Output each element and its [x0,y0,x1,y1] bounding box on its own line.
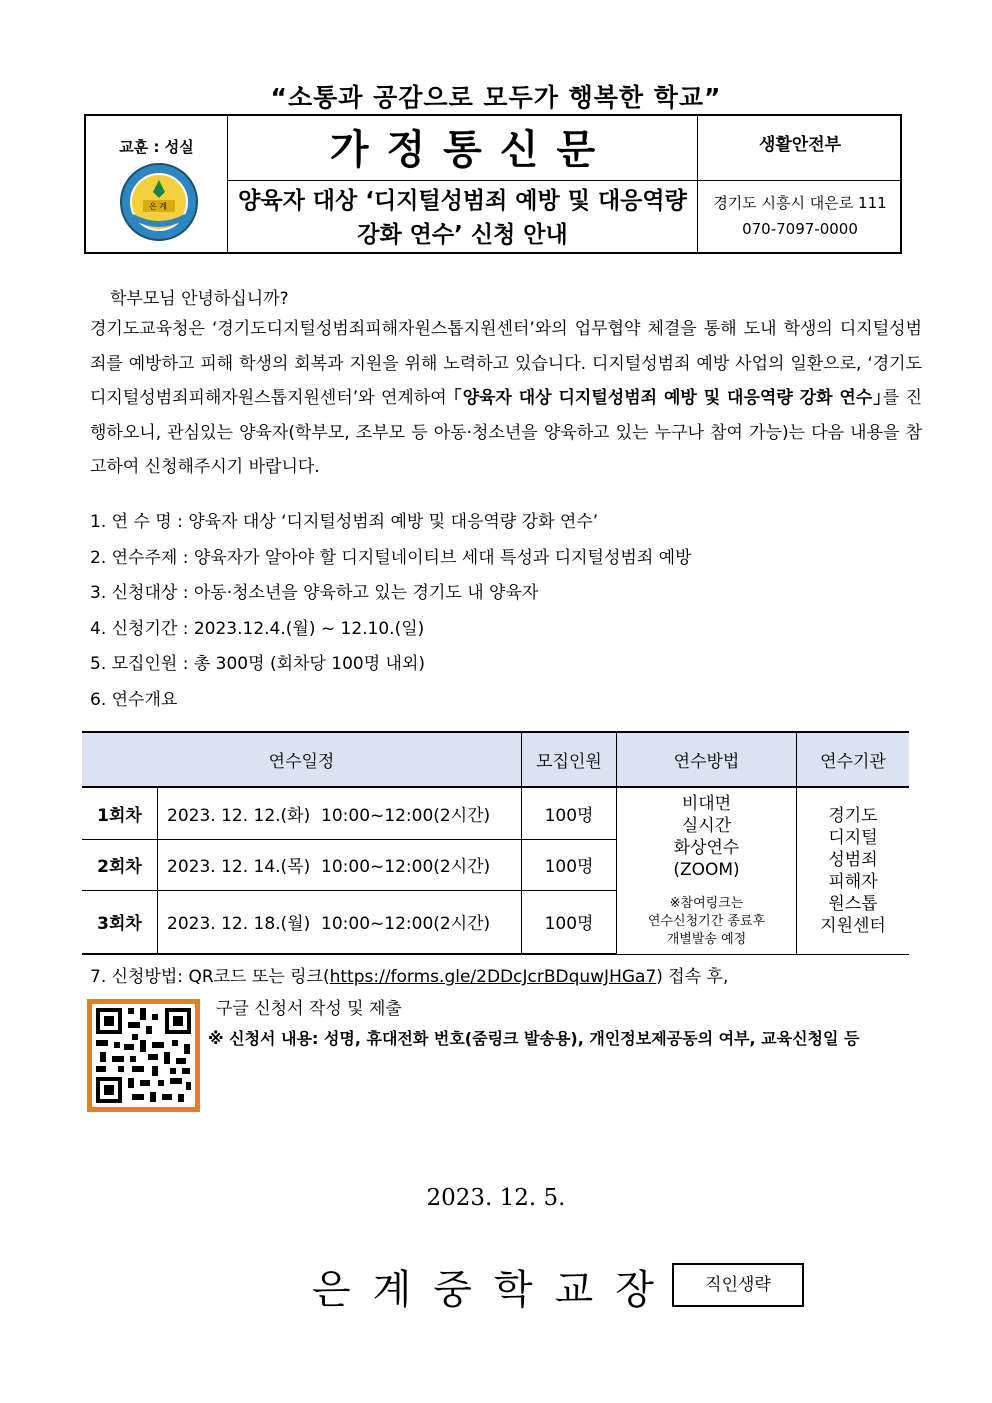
method-line: 실시간 [681,815,732,836]
column-header: 연수일정 [82,732,522,787]
qr-code[interactable] [87,999,200,1112]
column-header: 연수기관 [797,732,910,787]
round-cell: 2회차 [82,839,158,890]
org-line: 지원센터 [820,915,886,936]
apply-link[interactable]: https://forms.gle/2DDcJcrBDquwJHGa7 [329,967,657,987]
page-title: 가정통신문 [329,127,614,173]
round-cell: 1회차 [82,787,158,839]
list-item: 6. 연수개요 [90,689,178,710]
table-row [82,787,909,839]
intro-text: 를 진행하오니, 관심있는 양육자(학부모, 조부모 등 아동·청소년을 양육하고 있는 누구나 참여 가능)는 다음 내용을 참고하여 신청해주시기 바랍니다. [90,388,923,477]
school-logo [119,162,199,242]
method-text [618,793,795,881]
school-address: 경기도 시흥시 대은로 111 [713,194,887,212]
seal-omitted-box: 직인생략 [672,1263,804,1307]
list-item: 5. 모집인원 : 총 300명 (회차당 100명 내외) [90,654,425,674]
intro-text: 경기도교육청은 ‘경기도디지털성범죄피해자원스톱지원센터’와의 업무협약 체결을 통해 도내 학생의 디지털성범죄를 예방하고 피해 학생의 회복과 지원을 위해 노력하고 있습니다. 디지털성범죄 예방 사업의 일환으로, ‘경기도디지털성범죄피해자원스톱지원센터’와 연계하여 [90,319,922,408]
note-line: ※참여링크는 [669,895,744,911]
qr-code-icon [92,1004,195,1107]
greeting: 학부모님 안녕하십니까? [110,289,289,309]
document-subtitle [228,184,697,252]
header-box [84,114,902,254]
schedule-cell: 2023. 12. 14.(목) 10:00~12:00(2시간) [158,839,522,890]
count-cell: 100명 [522,890,617,954]
principal-signature: 은계중학교장 [312,1267,676,1313]
org-line: 경기도 [828,805,878,826]
round-cell: 3회차 [82,890,158,954]
info-list [90,505,692,718]
application-note: ※ 신청서 내용: 성명, 휴대전화 번호(줌링크 발송용), 개인정보제공동의 여부, 교육신청일 등 [208,1029,860,1048]
school-contact [698,190,902,242]
intro-paragraph [90,312,922,485]
apply-suffix: ) 접속 후, [656,967,729,987]
column-header: 모집인원 [522,732,617,787]
note-line: 연수신청기간 종료후 [647,913,766,929]
list-item: 4. 신청기간 : 2023.12.4.(월) ~ 12.10.(일) [90,618,425,639]
schedule-cell: 2023. 12. 18.(월) 10:00~12:00(2시간) [158,890,522,954]
apply-method [90,962,728,992]
column-header: 연수방법 [617,732,797,787]
subtitle-line: 강화 연수’ 신청 안내 [357,222,568,248]
count-cell: 100명 [522,787,617,839]
list-item: 1. 연 수 명 : 양육자 대상 ‘디지털성범죄 예방 및 대응역량 강화 연수’ [90,512,599,532]
apply-method-line2: 구글 신청서 작성 및 제출 [216,999,402,1019]
table-header-row [82,732,909,787]
school-phone: 070-7097-0000 [742,220,858,238]
list-item: 2. 연수주제 : 양육자가 알아야 할 디지털네이티브 세대 특성과 디지털성범죄 예방 [90,547,692,568]
note-line: 개별발송 예정 [666,931,747,947]
logo-text: 은 계 [149,202,167,211]
method-line: 화상연수 [673,837,740,858]
divider [227,180,697,181]
department-label: 생활안전부 [758,135,842,155]
method-line: (ZOOM) [673,859,740,880]
count-cell: 100명 [522,839,617,890]
divider [698,180,900,181]
org-line: 성범죄 [828,849,878,870]
method-cell [617,787,797,954]
intro-bold-text: ｢양육자 대상 디지털성범죄 예방 및 대응역량 강화 연수｣ [453,388,883,408]
course-table [82,731,909,955]
school-motto-label: 교훈 : 성실 [119,138,194,156]
org-line: 디지털 [828,827,878,848]
apply-prefix: 7. 신청방법: QR코드 또는 링크( [90,967,330,987]
method-note [618,895,795,949]
list-item: 3. 신청대상 : 아동·청소년을 양육하고 있는 경기도 내 양육자 [90,583,539,603]
schedule-cell: 2023. 12. 12.(화) 10:00~12:00(2시간) [158,787,522,839]
org-line: 피해자 [828,871,878,892]
method-line: 비대면 [681,793,732,814]
issue-date: 2023. 12. 5. [426,1185,566,1211]
org-line: 원스톱 [828,893,878,914]
school-slogan: “소통과 공감으로 모두가 행복한 학교” [270,83,722,112]
org-cell [797,787,910,954]
subtitle-line: 양육자 대상 ‘디지털성범죄 예방 및 대응역량 [238,188,687,214]
